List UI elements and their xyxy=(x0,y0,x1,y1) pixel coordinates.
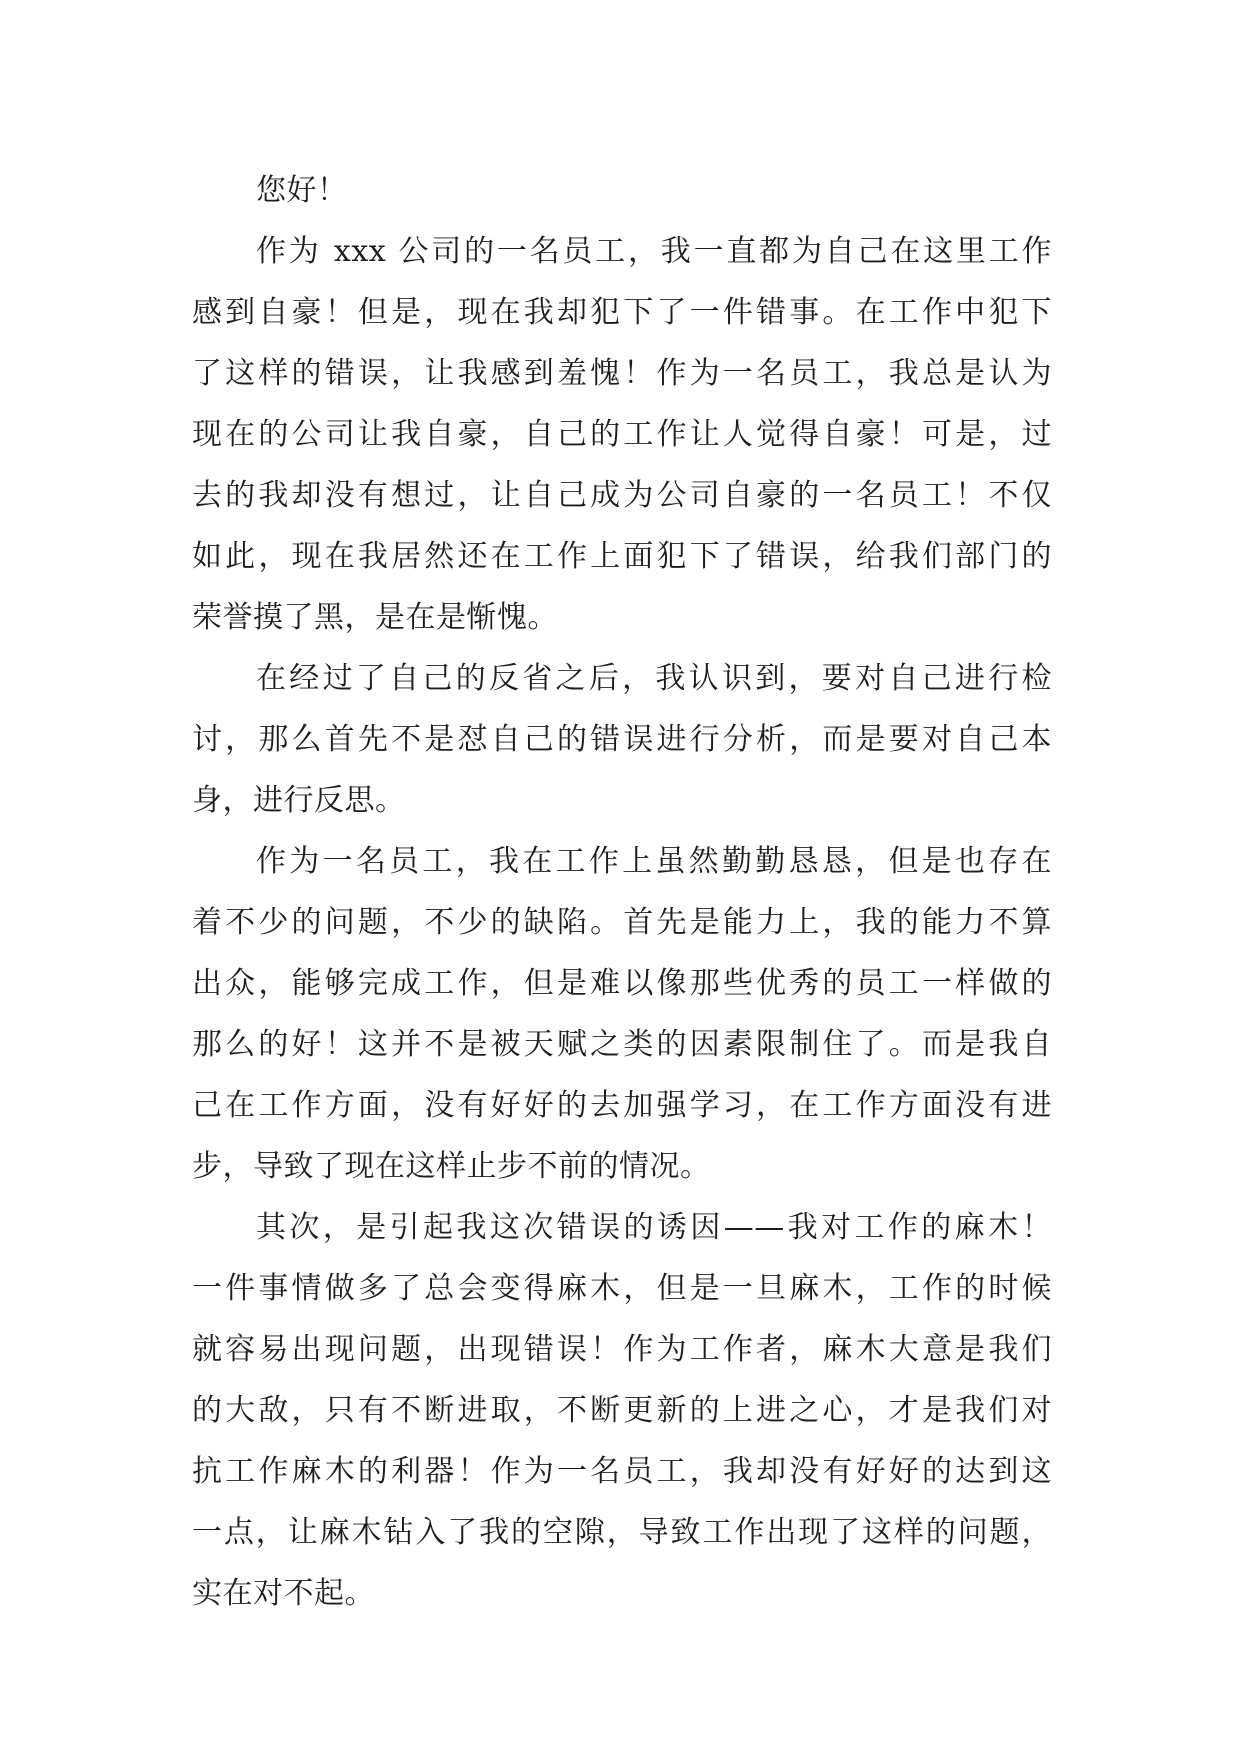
text-line: 感到自豪！但是，现在我却犯下了一件错事。在工作中犯下 xyxy=(192,295,1052,330)
text-line: 己在工作方面，没有好好的去加强学习，在工作方面没有进 xyxy=(192,1088,1052,1123)
text-line: 在经过了自己的反省之后，我认识到，要对自己进行检 xyxy=(256,661,1052,696)
text-line: 如此，现在我居然还在工作上面犯下了错误，给我们部门的 xyxy=(192,539,1052,574)
text-line: 作为一名员工，我在工作上虽然勤勤恳恳，但是也存在 xyxy=(256,844,1052,879)
text-line: 实在对不起。 xyxy=(192,1576,375,1611)
text-line: 的大敌，只有不断进取，不断更新的上进之心，才是我们对 xyxy=(192,1393,1052,1428)
text-line: 了这样的错误，让我感到羞愧！作为一名员工，我总是认为 xyxy=(192,356,1052,391)
text-line: 步，导致了现在这样止步不前的情况。 xyxy=(192,1149,711,1184)
text-line: 那么的好！这并不是被天赋之类的因素限制住了。而是我自 xyxy=(192,1027,1052,1062)
text-line: 一件事情做多了总会变得麻木，但是一旦麻木，工作的时候 xyxy=(192,1271,1052,1306)
text-line: 出众，能够完成工作，但是难以像那些优秀的员工一样做的 xyxy=(192,966,1052,1001)
text-line: 作为 xxx 公司的一名员工，我一直都为自己在这里工作 xyxy=(256,234,1052,269)
text-line: 抗工作麻木的利器！作为一名员工，我却没有好好的达到这 xyxy=(192,1454,1052,1489)
text-line: 其次，是引起我这次错误的诱因——我对工作的麻木！ xyxy=(256,1210,1052,1245)
text-line: 您好！ xyxy=(256,173,348,208)
text-line: 去的我却没有想过，让自己成为公司自豪的一名员工！不仅 xyxy=(192,478,1052,513)
text-line: 着不少的问题，不少的缺陷。首先是能力上，我的能力不算 xyxy=(192,905,1052,940)
text-line: 讨，那么首先不是怼自己的错误进行分析，而是要对自己本 xyxy=(192,722,1052,757)
text-line: 现在的公司让我自豪，自己的工作让人觉得自豪！可是，过 xyxy=(192,417,1052,452)
document-body xyxy=(192,160,1052,1624)
text-line: 荣誉摸了黑，是在是惭愧。 xyxy=(192,600,558,635)
text-line: 就容易出现问题，出现错误！作为工作者，麻木大意是我们 xyxy=(192,1332,1052,1367)
text-line: 身，进行反思。 xyxy=(192,783,406,818)
text-line: 一点，让麻木钻入了我的空隙，导致工作出现了这样的问题， xyxy=(192,1515,1052,1550)
